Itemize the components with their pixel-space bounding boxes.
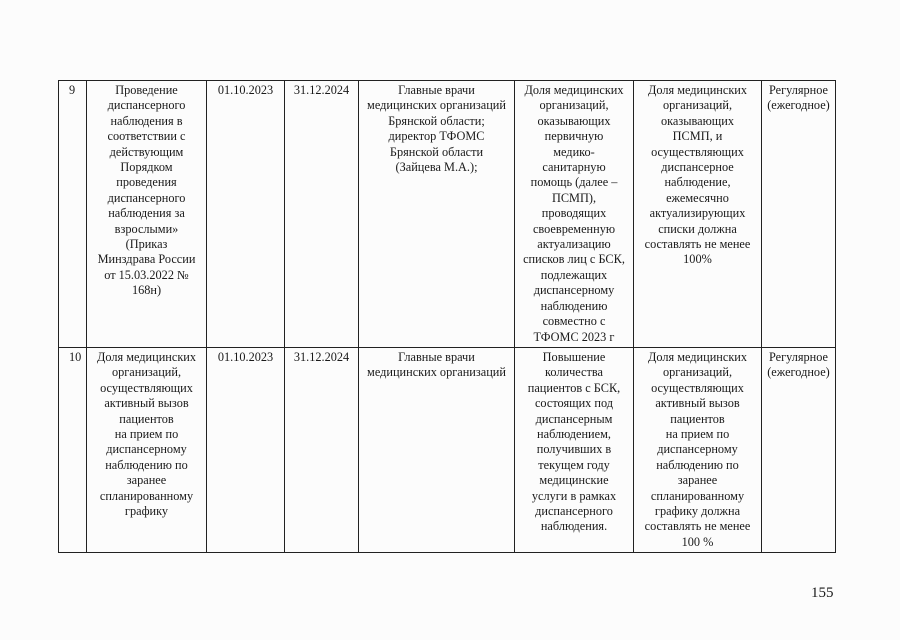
table-row	[59, 347, 836, 552]
responsible-persons: Главные врачи медицинских организаций	[359, 347, 515, 552]
target-indicator: Доля медицинских организаций, осуществляющих активный вызов пациентов на прием по диспансерному наблюдению по заранее спланированному графику должна составлять не менее 100 %	[634, 347, 762, 552]
start-date: 01.10.2023	[207, 81, 285, 348]
target-indicator: Доля медицинских организаций, оказывающих ПСМП, и осуществляющих диспансерное наблюдение, ежемесячно актуализирующих списки должна составлять не менее 100%	[634, 81, 762, 348]
expected-result: Повышение количества пациентов с БСК, состоящих под диспансерным наблюдением, получивших в текущем году медицинские услуги в рамках диспансерного наблюдения.	[515, 347, 634, 552]
frequency: Регулярное (ежегодное)	[762, 347, 836, 552]
page-number: 155	[811, 585, 834, 601]
row-number: 9	[59, 81, 87, 348]
frequency: Регулярное (ежегодное)	[762, 81, 836, 348]
responsible-persons: Главные врачи медицинских организаций Брянской области; директор ТФОМС Брянской области (Зайцева М.А.);	[359, 81, 515, 348]
activity-name: Доля медицинских организаций, осуществляющих активный вызов пациентов на прием по диспансерному наблюдению по заранее спланированному графику	[87, 347, 207, 552]
start-date: 01.10.2023	[207, 347, 285, 552]
expected-result: Доля медицинских организаций, оказывающих первичную медико- санитарную помощь (далее – ПСМП), проводящих своевременную актуализацию списков лиц с БСК, подлежащих диспансерному наблюдению совместно с ТФОМС 2023 г	[515, 81, 634, 348]
table-row	[59, 81, 836, 348]
end-date: 31.12.2024	[285, 81, 359, 348]
end-date: 31.12.2024	[285, 347, 359, 552]
activity-name: Проведение диспансерного наблюдения в соответствии с действующим Порядком проведения диспансерного наблюдения за взрослыми» (Приказ Минздрава России от 15.03.2022 № 168н)	[87, 81, 207, 348]
plan-table	[58, 80, 836, 553]
row-number: 10	[59, 347, 87, 552]
